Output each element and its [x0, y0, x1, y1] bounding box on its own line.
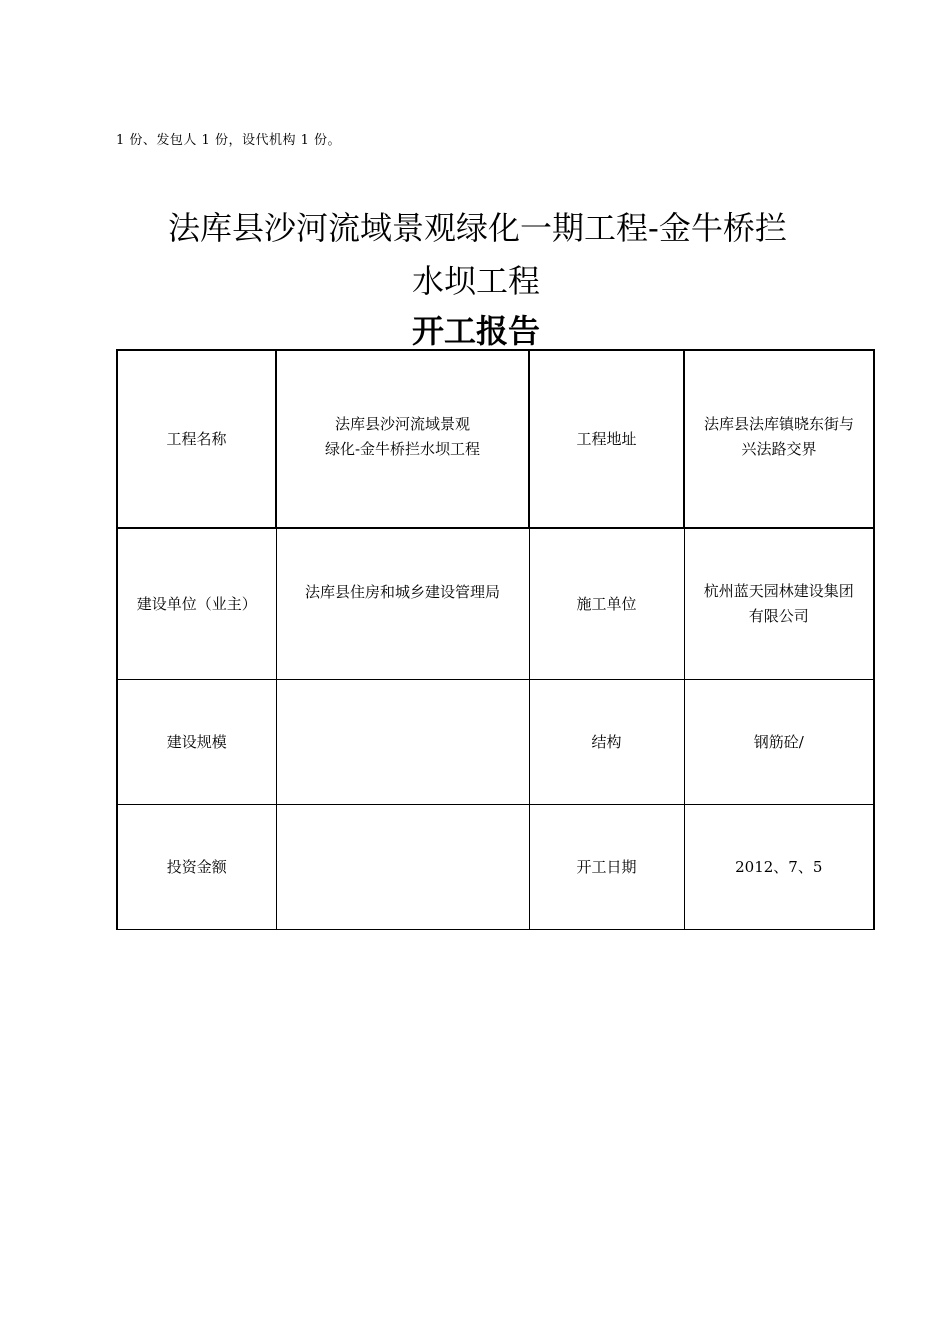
- investment-label-cell: [117, 805, 276, 930]
- project-address-value-line2: 兴法路交界: [741, 440, 817, 458]
- project-address-label-cell: [529, 350, 684, 528]
- owner-label-cell: [117, 528, 276, 680]
- table-row: [117, 350, 874, 528]
- table-row: [117, 680, 874, 805]
- investment-label: 投资金额: [166, 857, 227, 876]
- owner-value-cell: [276, 528, 529, 680]
- project-name-label: 工程名称: [166, 429, 227, 448]
- contractor-label-cell: [529, 528, 684, 680]
- table-row: [117, 805, 874, 930]
- start-date-value: 2012、7、5: [735, 857, 823, 876]
- project-address-label: 工程地址: [576, 429, 637, 448]
- structure-label-cell: [529, 680, 684, 805]
- scale-value-cell: [276, 680, 529, 805]
- investment-value-cell: [276, 805, 529, 930]
- table-row: [117, 528, 874, 680]
- start-date-label-cell: [529, 805, 684, 930]
- scale-label: 建设规模: [166, 732, 227, 751]
- start-date-value-cell: [684, 805, 874, 930]
- scale-label-cell: [117, 680, 276, 805]
- top-note: 1 份、发包人 1 份，设代机构 1 份。: [116, 133, 341, 148]
- contractor-value-line2: 有限公司: [748, 607, 809, 625]
- start-date-label: 开工日期: [576, 857, 637, 876]
- project-address-value-cell: [684, 350, 874, 528]
- start-report-table: [116, 349, 875, 930]
- document-title-line1: 法库县沙河流域景观绿化一期工程-金牛桥拦: [168, 209, 787, 247]
- contractor-label: 施工单位: [576, 594, 637, 613]
- project-name-value-line2: 绿化-金牛桥拦水坝工程: [324, 440, 481, 458]
- document-title-line2: 水坝工程: [412, 262, 541, 300]
- owner-value: 法库县住房和城乡建设管理局: [304, 582, 500, 601]
- structure-value-cell: [684, 680, 874, 805]
- project-name-label-cell: [117, 350, 276, 528]
- structure-label: 结构: [591, 732, 622, 751]
- project-name-value-line1: 法库县沙河流域景观: [334, 415, 470, 433]
- project-name-value-cell: [276, 350, 529, 528]
- structure-value: 钢筋砼/: [753, 732, 804, 751]
- owner-label: 建设单位（业主）: [136, 594, 257, 613]
- document-subtitle: 开工报告: [412, 312, 541, 350]
- contractor-value-cell: [684, 528, 874, 680]
- project-address-value-line1: 法库县法库镇晓东街与: [703, 415, 854, 433]
- contractor-value-line1: 杭州蓝天园林建设集团: [703, 582, 854, 600]
